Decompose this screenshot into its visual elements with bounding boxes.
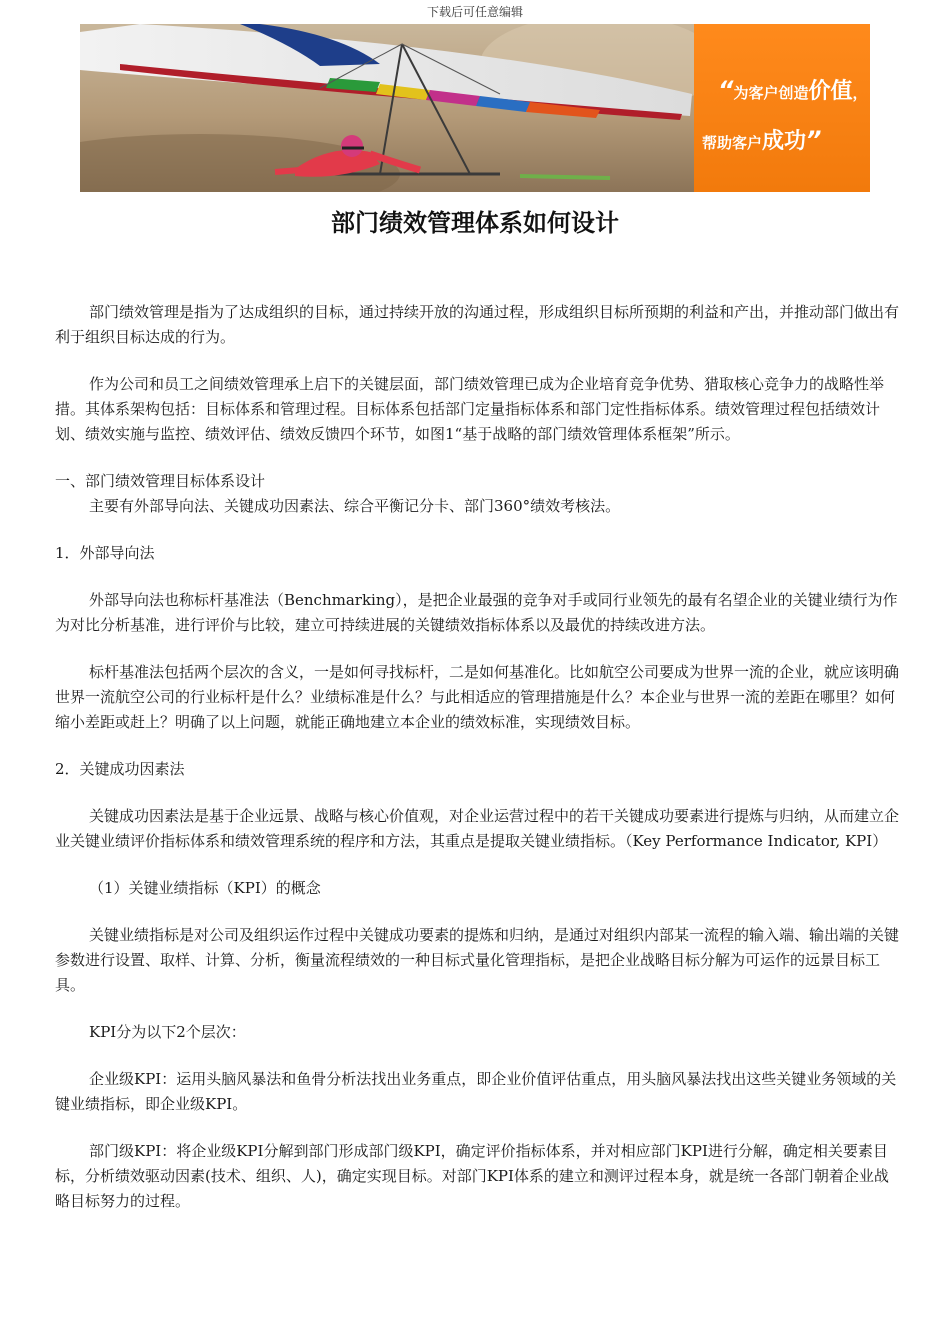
hang-glider-photo bbox=[80, 24, 694, 192]
paragraph-benchmarking: 外部导向法也称标杆基准法（Benchmarking），是把企业最强的竞争对手或同行业领先的最有名望企业的关键业绩行为作为对比分析基准，进行评价与比较，建立可持续进展的关键绩效指标体系以及最优的持续改进方法。 bbox=[55, 591, 898, 634]
paragraph-key-success-factors: 关键成功因素法是基于企业远景、战略与核心价值观，对企业运营过程中的若干关键成功要素进行提炼与归纳，从而建立企业关键业绩评价指标体系和绩效管理系统的程序和方法，其重点是提取关键业绩指标。（Key Performance Indicator, KPI） bbox=[55, 807, 900, 850]
paragraph-methods-intro: 主要有外部导向法、关键成功因素法、综合平衡记分卡、部门360°绩效考核法。 bbox=[89, 497, 621, 515]
paragraph-benchmark-levels: 标杆基准法包括两个层次的含义，一是如何寻找标杆，二是如何基准化。比如航空公司要成为世界一流的企业，就应该明确世界一流航空公司的行业标杆是什么？业绩标准是什么？与此相适应的管理措施是什么？本企业与世界一流的差距在哪里？如何缩小差距或赶上？明确了以上问题，就能正确地建立本企业的绩效标准，实现绩效目标。 bbox=[55, 663, 900, 731]
paragraph-kpi-definition: 关键业绩指标是对公司及组织运作过程中关键成功要素的提炼和归纳，是通过对组织内部某一流程的输入端、输出端的关键参数进行设置、取样、计算、分析，衡量流程绩效的一种目标式量化管理指标，是把企业战略目标分解为可运作的远景目标工具。 bbox=[55, 926, 900, 994]
paragraph-kpi-levels: KPI分为以下2个层次： bbox=[89, 1023, 246, 1041]
document-body bbox=[55, 300, 903, 1236]
paragraph-architecture: 作为公司和员工之间绩效管理承上启下的关键层面，部门绩效管理已成为企业培育竞争优势、猎取核心竞争力的战略性举措。其体系架构包括：目标体系和管理过程。目标体系包括部门定量指标体系和部门定性指标体系。绩效管理过程包括绩效计划、绩效实施与监控、绩效评估、绩效反馈四个环节，如图1“基于战略的部门绩效管理体系框架”所示。 bbox=[55, 375, 885, 443]
paragraph-enterprise-kpi: 企业级KPI：运用头脑风暴法和鱼骨分析法找出业务重点，即企业价值评估重点，用头脑风暴法找出这些关键业务领域的关键业绩指标，即企业级KPI。 bbox=[55, 1070, 897, 1113]
sub-heading-key-success-factors: 2．关键成功因素法 bbox=[55, 760, 185, 778]
document-title: 部门绩效管理体系如何设计 bbox=[331, 209, 619, 237]
section-heading-target-system: 一、部门绩效管理目标体系设计 bbox=[55, 472, 266, 490]
paragraph-department-kpi: 部门级KPI：将企业级KPI分解到部门形成部门级KPI，确定评价指标体系，并对相应部门KPI进行分解，确定相关要素目标，分析绩效驱动因素(技术、组织、人)，确定实现目标。对部门KPI体系的建立和测评过程本身，就是统一各部门朝着企业战略目标努力的过程。 bbox=[55, 1142, 889, 1210]
sub-heading-kpi-concept: （1）关键业绩指标（KPI）的概念 bbox=[89, 879, 321, 897]
header-note: 下载后可任意编辑 bbox=[426, 5, 523, 19]
slogan-line-2: 帮助客户成功” bbox=[702, 126, 822, 154]
paragraph-definition: 部门绩效管理是指为了达成组织的目标，通过持续开放的沟通过程，形成组织目标所预期的利益和产出，并推动部门做出有利于组织目标达成的行为。 bbox=[55, 303, 900, 346]
banner bbox=[80, 24, 870, 192]
sub-heading-external-orientation: 1．外部导向法 bbox=[55, 544, 155, 562]
slogan-line-1: “为客户创造价值， bbox=[718, 76, 868, 104]
banner-slogan-panel bbox=[694, 24, 870, 192]
